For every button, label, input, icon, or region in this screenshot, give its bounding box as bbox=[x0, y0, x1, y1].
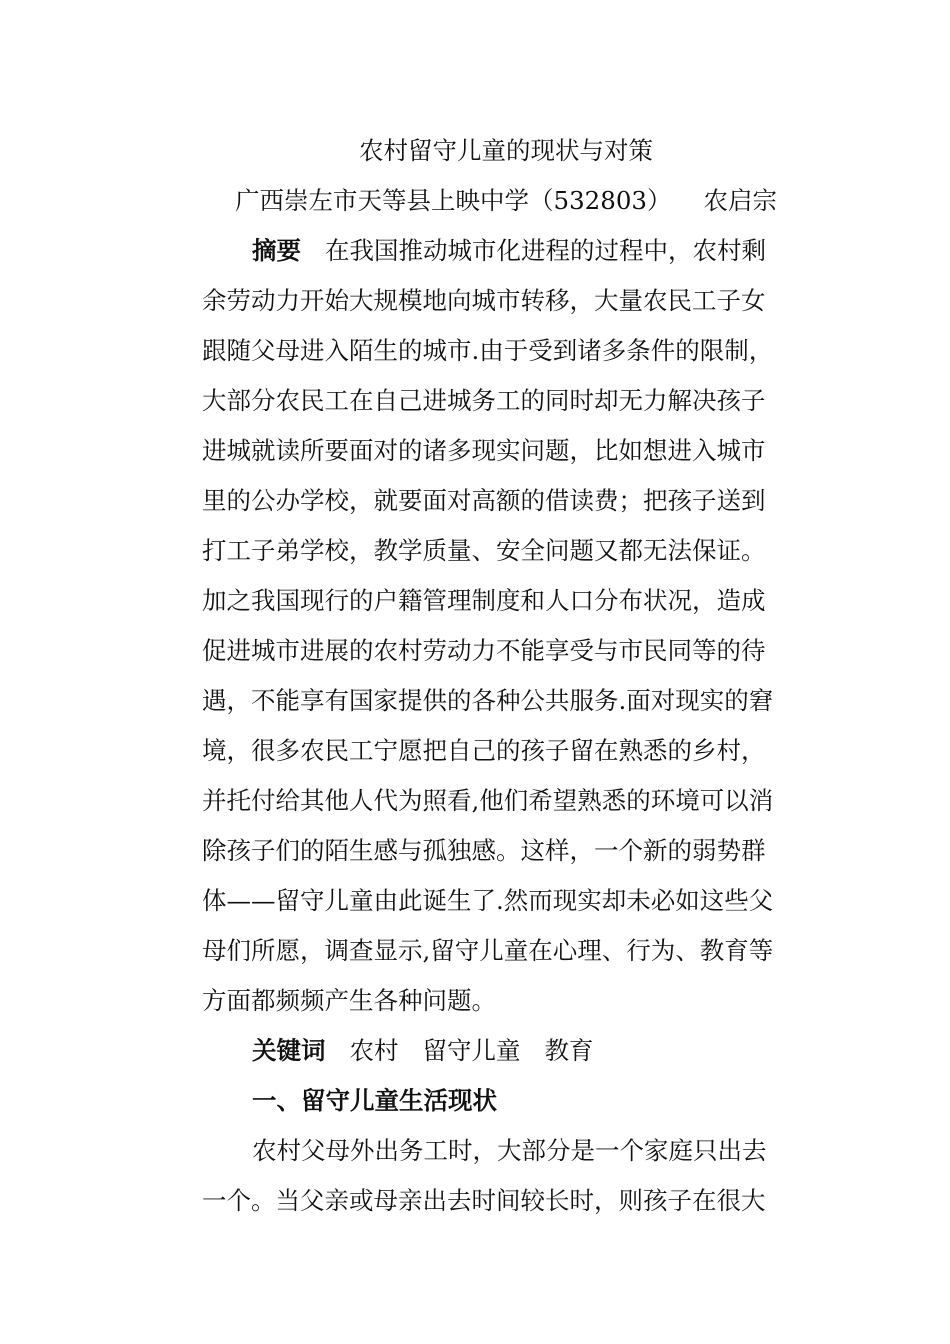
keywords-label: 关键词 bbox=[252, 1036, 326, 1065]
keyword-item: 留守儿童 bbox=[422, 1036, 521, 1065]
section-heading: 一、留守儿童生活现状 bbox=[252, 1086, 497, 1115]
abstract-line-1: 余劳动力开始大规模地向城市转移，大量农民工子女 bbox=[202, 286, 766, 315]
abstract-line-6: 打工子弟学校，教学质量、安全问题又都无法保证。 bbox=[202, 536, 766, 565]
section-line-0: 农村父母外出务工时，大部分是一个家庭只出去 bbox=[252, 1136, 767, 1165]
keyword-item: 农村 bbox=[349, 1036, 399, 1065]
abstract-line-12: 除孩子们的陌生感与孤独感。这样，一个新的弱势群 bbox=[202, 836, 766, 865]
abstract-label: 摘要 bbox=[252, 236, 301, 265]
section-line-1: 一个。当父亲或母亲出去时间较长时，则孩子在很大 bbox=[202, 1186, 766, 1215]
document-title: 农村留守儿童的现状与对策 bbox=[359, 136, 653, 165]
abstract-line-9: 遇，不能享有国家提供的各种公共服务.面对现实的窘 bbox=[202, 686, 774, 715]
abstract-text: 在我国推动城市化进程的过程中，农村剩 bbox=[325, 236, 766, 265]
author-affiliation: 广西崇左市天等县上映中学（532803） bbox=[235, 186, 672, 215]
abstract-line-13: 体——留守儿童由此诞生了.然而现实却未必如这些父 bbox=[202, 886, 774, 915]
document-body bbox=[202, 126, 802, 1226]
abstract-line-8: 促进城市进展的农村劳动力不能享受与市民同等的待 bbox=[202, 636, 766, 665]
abstract-line-15: 方面都频频产生各种问题。 bbox=[202, 986, 496, 1015]
abstract-line-2: 跟随父母进入陌生的城市.由于受到诸多条件的限制， bbox=[202, 336, 774, 365]
abstract-line-14: 母们所愿，调查显示,留守儿童在心理、行为、教育等 bbox=[202, 936, 774, 965]
abstract-line-10: 境，很多农民工宁愿把自己的孩子留在熟悉的乡村， bbox=[202, 736, 766, 765]
abstract-line-4: 进城就读所要面对的诸多现实问题，比如想进入城市 bbox=[202, 436, 766, 465]
abstract-line-0 bbox=[202, 226, 802, 276]
keyword-item: 教育 bbox=[544, 1036, 594, 1065]
author-name: 农启宗 bbox=[703, 186, 778, 215]
abstract-line-11: 并托付给其他人代为照看,他们希望熟悉的环境可以消 bbox=[202, 786, 774, 815]
author-line bbox=[202, 176, 802, 226]
abstract-line-5: 里的公办学校，就要面对高额的借读费；把孩子送到 bbox=[202, 486, 766, 515]
abstract-line-3: 大部分农民工在自己进城务工的同时却无力解决孩子 bbox=[202, 386, 766, 415]
keywords-line bbox=[202, 1026, 802, 1076]
abstract-line-7: 加之我国现行的户籍管理制度和人口分布状况，造成 bbox=[202, 586, 766, 615]
